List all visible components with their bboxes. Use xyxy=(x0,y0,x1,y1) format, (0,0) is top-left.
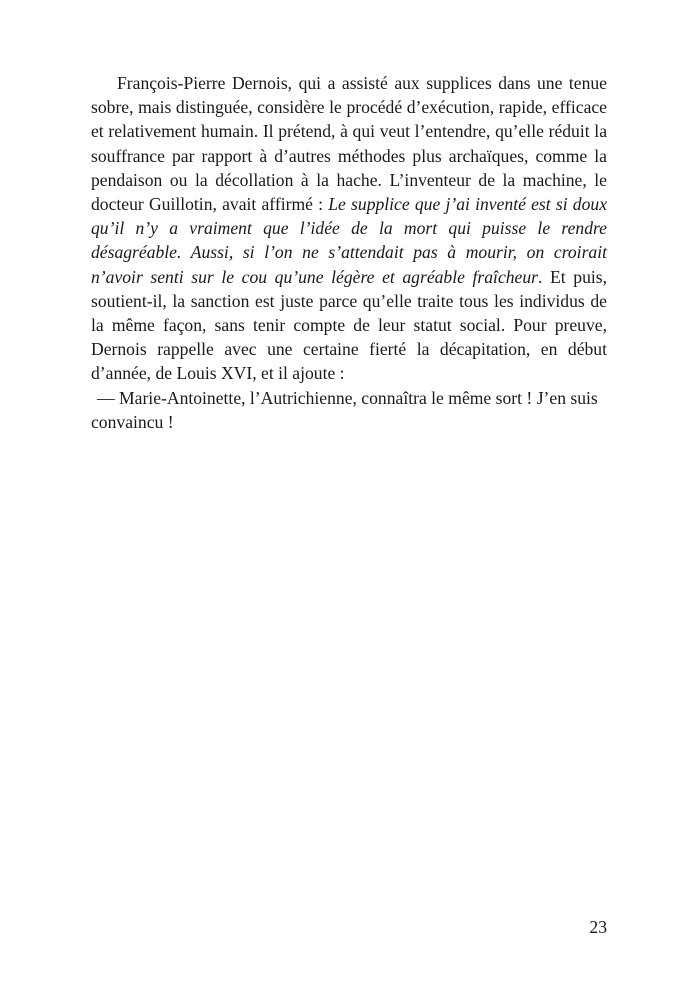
paragraph-main xyxy=(91,71,607,386)
guillotin-quote: Le supplice que j’ai inventé est si doux qu’il n’y a vraiment que l’idée de la mort qui puisse le rendre désagréable. Aussi, si l’on ne s’attendait pas à mourir, on croirait n’avoir senti sur le cou qu’une légère et agréable fraîcheur xyxy=(91,194,608,287)
page-number: 23 xyxy=(589,917,607,937)
body-text xyxy=(91,71,607,434)
dialogue-line: — Marie-Antoinette, l’Autrichienne, connaîtra le même sort ! J’en suis convaincu ! xyxy=(91,387,598,432)
paragraph-text-intro: François-Pierre Dernois, qui a assisté aux supplices dans une tenue sobre, mais distinguée, considère le procédé d’exécution, rapide, efficace et relativement humain. Il prétend, à qui veut l’entendre, qu’elle réduit la souffrance par rapport à d’autres méthodes plus archaïques, comme la pendaison ou la décollation à la hache. L’inventeur de la machine, le docteur Guillotin, avait affirmé : xyxy=(91,73,607,215)
paragraph-text-continuation: . Et puis, soutient-il, la sanction est juste parce qu’elle traite tous les individus de la même façon, sans tenir compte de leur statut social. Pour preuve, Dernois rappelle avec une certaine fierté la décapitation, en début d’année, de Louis XVI, et il ajoute : xyxy=(91,266,608,384)
